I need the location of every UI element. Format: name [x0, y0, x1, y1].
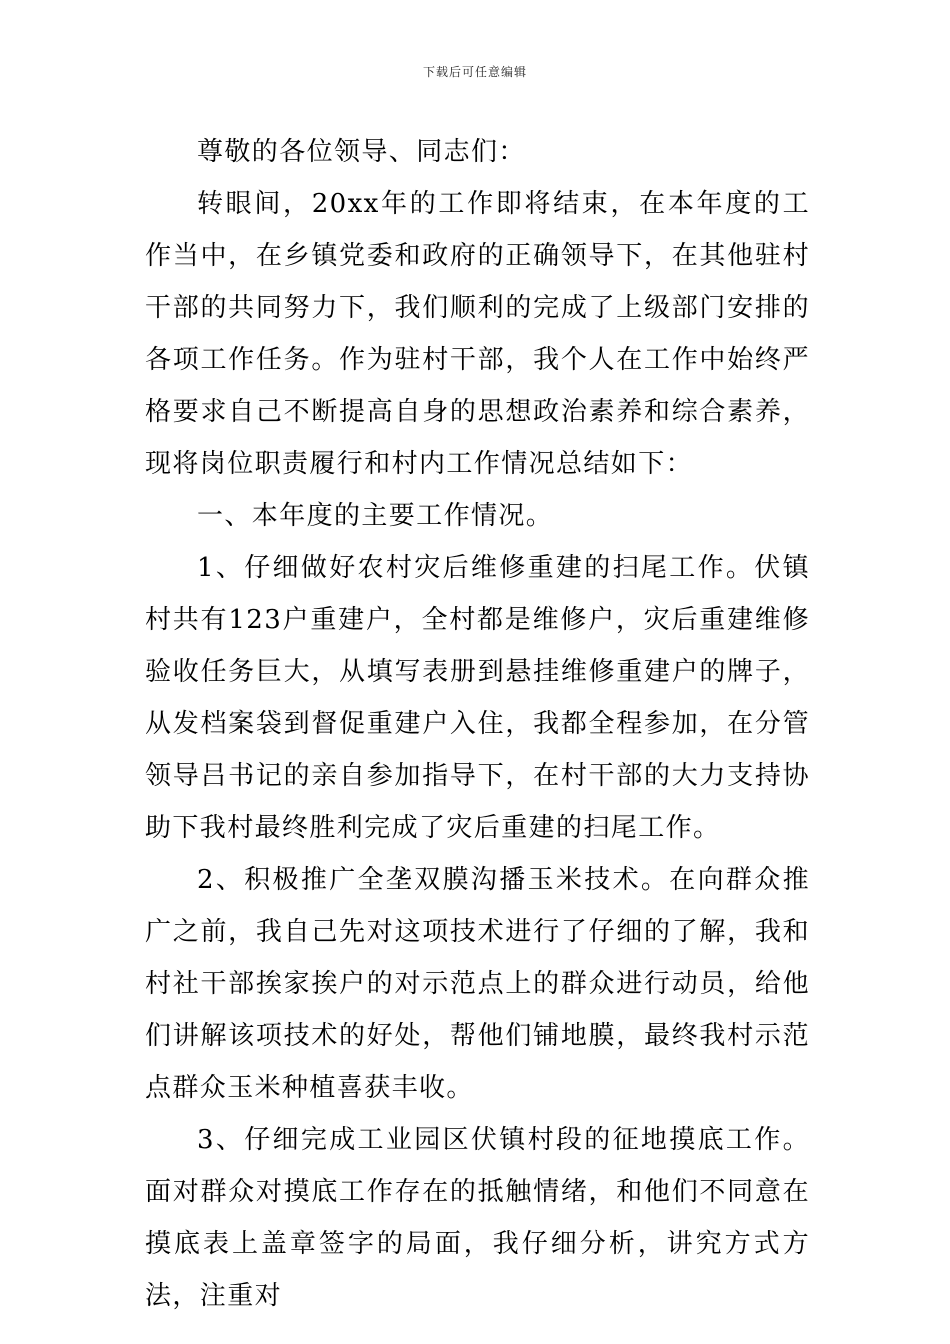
document-body — [145, 126, 810, 1322]
item-1-paragraph: 1、仔细做好农村灾后维修重建的扫尾工作。伏镇村共有123户重建户，全村都是维修户，灾后重建维修验收任务巨大，从填写表册到悬挂维修重建户的牌子，从发档案袋到督促重建户入住，我都全程参加，在分管领导吕书记的亲自参加指导下，在村干部的大力支持协助下我村最终胜利完成了灾后重建的扫尾工作。 — [145, 553, 810, 843]
intro-paragraph: 转眼间，20xx年的工作即将结束，在本年度的工作当中，在乡镇党委和政府的正确领导下，在其他驻村干部的共同努力下，我们顺利的完成了上级部门安排的各项工作任务。作为驻村干部，我个人在工作中始终严格要求自己不断提高自身的思想政治素养和综合素养，现将岗位职责履行和村内工作情况总结如下： — [145, 189, 810, 479]
header-note: 下载后可任意编辑 — [422, 65, 527, 79]
salutation: 尊敬的各位领导、同志们： — [197, 137, 526, 167]
item-3-paragraph: 3、仔细完成工业园区伏镇村段的征地摸底工作。面对群众对摸底工作存在的抵触情绪，和他们不同意在摸底表上盖章签字的局面，我仔细分析，讲究方式方法，注重对 — [145, 1125, 810, 1311]
item-2-paragraph: 2、积极推广全垄双膜沟播玉米技术。在向群众推广之前，我自己先对这项技术进行了仔细的了解，我和村社干部挨家挨户的对示范点上的群众进行动员，给他们讲解该项技术的好处，帮他们铺地膜，最终我村示范点群众玉米种植喜获丰收。 — [145, 865, 810, 1103]
section-heading: 一、本年度的主要工作情况。 — [197, 501, 554, 531]
